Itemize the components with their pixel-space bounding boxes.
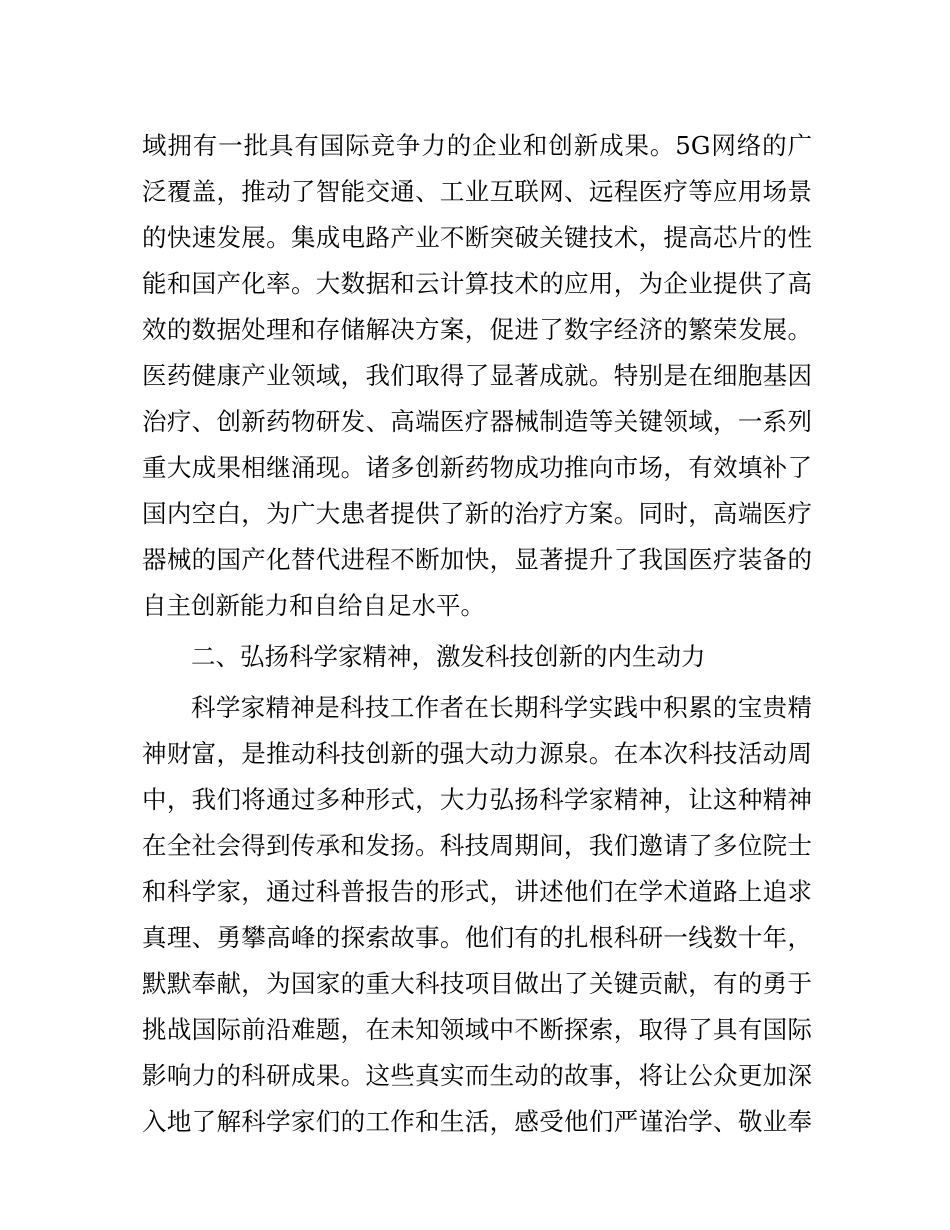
- text-line: 医药健康产业领域，我们取得了显著成就。特别是在细胞基因: [142, 361, 812, 390]
- text-line: 能和国产化率。大数据和云计算技术的应用，为企业提供了高: [142, 269, 812, 298]
- text-line: 影响力的科研成果。这些真实而生动的故事，将让公众更加深: [142, 1061, 812, 1090]
- text-line: 真理、勇攀高峰的探索故事。他们有的扎根科研一线数十年，: [142, 923, 812, 952]
- text-line: 默默奉献，为国家的重大科技项目做出了关键贡献，有的勇于: [142, 969, 812, 998]
- text-line: 域拥有一批具有国际竞争力的企业和创新成果。5G网络的广: [142, 131, 812, 160]
- section-heading: 二、弘扬科学家精神，激发科技创新的内生动力: [191, 642, 706, 671]
- text-line: 中，我们将通过多种形式，大力弘扬科学家精神，让这种精神: [142, 785, 812, 814]
- text-line: 神财富，是推动科技创新的强大动力源泉。在本次科技活动周: [142, 739, 812, 768]
- text-line: 入地了解科学家们的工作和生活，感受他们严谨治学、敬业奉: [142, 1107, 812, 1136]
- text-line: 泛覆盖，推动了智能交通、工业互联网、远程医疗等应用场景: [142, 177, 812, 206]
- text-line: 的快速发展。集成电路产业不断突破关键技术，提高芯片的性: [142, 223, 812, 252]
- text-line: 和科学家，通过科普报告的形式，讲述他们在学术道路上追求: [142, 877, 812, 906]
- text-line: 国内空白，为广大患者提供了新的治疗方案。同时，高端医疗: [142, 499, 812, 528]
- text-line: 挑战国际前沿难题，在未知领域中不断探索，取得了具有国际: [142, 1015, 812, 1044]
- text-line: 在全社会得到传承和发扬。科技周期间，我们邀请了多位院士: [142, 831, 812, 860]
- text-line: 重大成果相继涌现。诸多创新药物成功推向市场，有效填补了: [142, 453, 812, 482]
- text-line: 科学家精神是科技工作者在长期科学实践中积累的宝贵精: [191, 693, 812, 722]
- text-line: 器械的国产化替代进程不断加快，显著提升了我国医疗装备的: [142, 545, 812, 574]
- text-line: 治疗、创新药物研发、高端医疗器械制造等关键领域，一系列: [142, 407, 812, 436]
- text-line: 效的数据处理和存储解决方案，促进了数字经济的繁荣发展。: [142, 315, 812, 344]
- text-line: 自主创新能力和自给自足水平。: [142, 591, 485, 620]
